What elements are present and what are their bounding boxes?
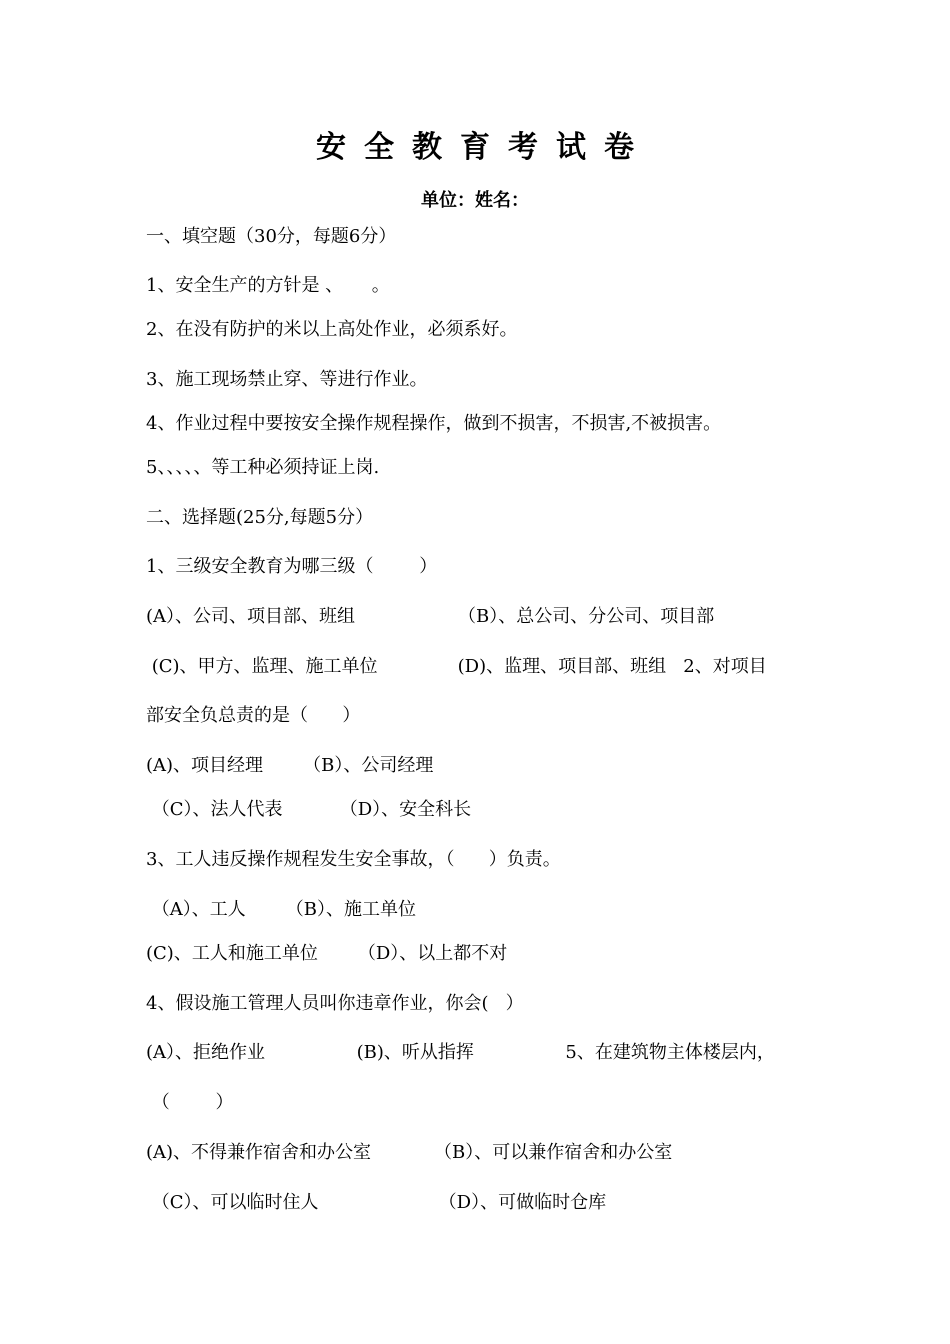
choice-5-options-ab: (A)、不得兼作宿舍和办公室 （B）、可以兼作宿舍和办公室 <box>146 1142 673 1163</box>
section-choice-heading: 二、选择题(25分,每题5分） <box>146 507 374 528</box>
fill-question-3: 3、施工现场禁止穿、等进行作业。 <box>146 369 428 390</box>
fill-question-2: 2、在没有防护的米以上高处作业，必须系好。 <box>146 319 518 340</box>
choice-1-options-cd: (C)、甲方、监理、施工单位 (D)、监理、项目部、班组 2、对项目 <box>146 656 767 677</box>
choice-question-1: 1、三级安全教育为哪三级（ ） <box>146 556 438 577</box>
fill-question-4: 4、作业过程中要按安全操作规程操作，做到不损害，不损害,不被损害。 <box>146 413 722 434</box>
section-fill-blank-heading: 一、填空题（30分，每题6分） <box>146 226 397 247</box>
fill-question-5: 5、、、、、等工种必须持证上岗. <box>146 457 380 478</box>
choice-4-options: (A）、拒绝作业 (B)、听从指挥 5、在建筑物主体楼层内， <box>146 1042 775 1063</box>
choice-question-5-blank: （ ） <box>146 1092 234 1113</box>
choice-1-options-ab: (A）、公司、项目部、班组 （B）、总公司、分公司、项目部 <box>146 606 715 627</box>
choice-3-options-ab: （A）、工人 （B）、施工单位 <box>146 899 416 920</box>
choice-question-2: 部安全负总责的是（ ） <box>146 705 361 726</box>
choice-question-4: 4、假设施工管理人员叫你违章作业，你会( ） <box>146 993 524 1014</box>
choice-question-3: 3、工人违反操作规程发生安全事故，（ ）负责。 <box>146 849 561 870</box>
choice-3-options-cd: (C)、工人和施工单位 （D）、以上都不对 <box>146 943 508 964</box>
unit-name-line: 单位：姓名： <box>421 190 529 211</box>
choice-5-options-cd: （C）、可以临时住人 （D）、可做临时仓库 <box>146 1192 607 1213</box>
choice-2-options-ab: (A)、项目经理 （B）、公司经理 <box>146 755 434 776</box>
choice-2-options-cd: （C）、法人代表 （D）、安全科长 <box>146 799 472 820</box>
exam-title: 安全教育考试卷 <box>316 130 652 165</box>
fill-question-1: 1、安全生产的方针是 、 。 <box>146 275 390 296</box>
